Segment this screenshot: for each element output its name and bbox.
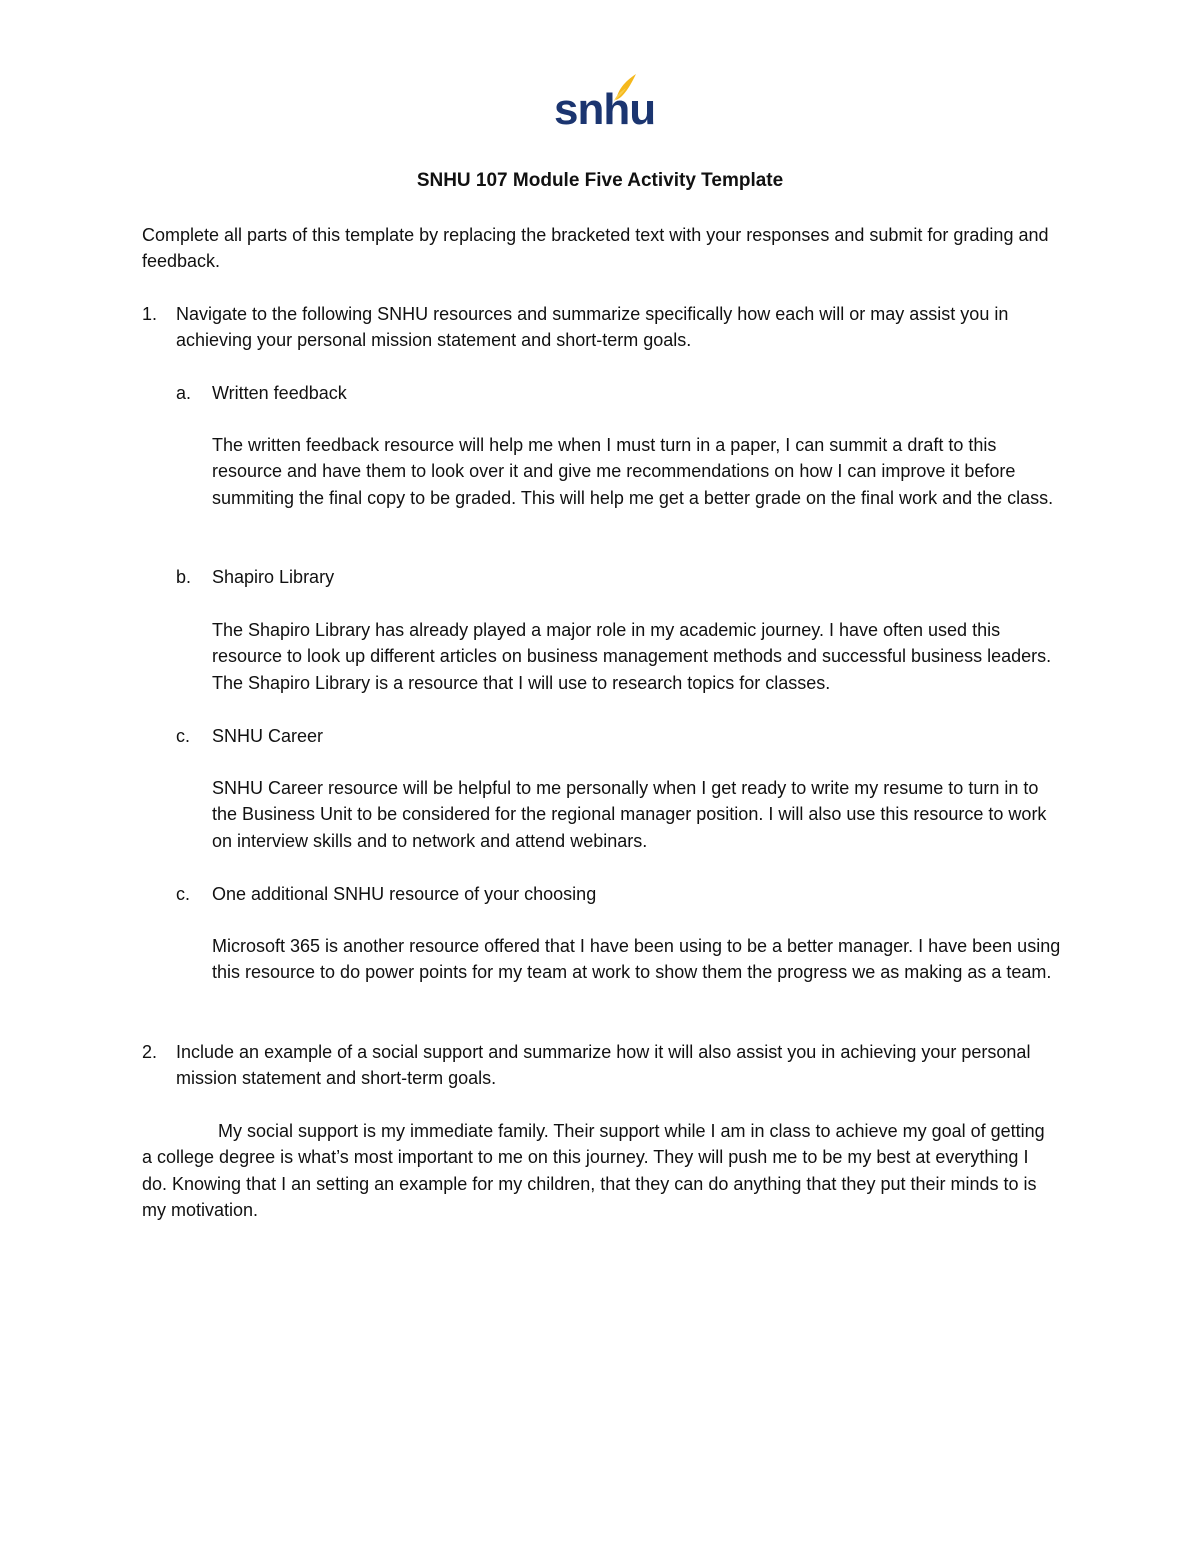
q2-number: 2. xyxy=(142,1042,158,1062)
item-letter: a. xyxy=(176,383,192,403)
item-label-snhu-career: SNHU Career xyxy=(212,726,324,746)
response-written-feedback: The written feedback resource will help me when I must turn in a paper, I can summit a draft to this resource and have them to look over it and give me recommendations on how I can improve it before summiting the final copy to be graded. This will help me get a better grade on the final work and the class. xyxy=(212,435,1054,508)
item-letter: c. xyxy=(176,726,191,746)
item-letter: c. xyxy=(176,884,191,904)
snhu-logo xyxy=(554,72,656,134)
item-label-additional-resource: One additional SNHU resource of your choosing xyxy=(212,884,597,904)
item-label-written-feedback: Written feedback xyxy=(212,383,347,403)
response-snhu-career: SNHU Career resource will be helpful to me personally when I get ready to write my resume to turn in to the Business Unit to be considered for the regional manager position. I will also use this resource to work on interview skills and to network and attend webinars. xyxy=(212,778,1047,851)
instructions: Complete all parts of this template by replacing the bracketed text with your responses and submit for grading and feedback. xyxy=(142,225,1049,272)
q1-number: 1. xyxy=(142,304,158,324)
response-shapiro-library: The Shapiro Library has already played a major role in my academic journey. I have often used this resource to look up different articles on business management methods and successful business leaders. The Shapiro Library is a resource that I will use to research topics for classes. xyxy=(212,620,1052,693)
q2-text: Include an example of a social support and summarize how it will also assist you in achieving your personal mission statement and short-term goals. xyxy=(176,1042,1031,1089)
page-title: SNHU 107 Module Five Activity Template xyxy=(416,170,784,191)
item-letter: b. xyxy=(176,567,192,587)
item-label-shapiro-library: Shapiro Library xyxy=(212,567,335,587)
q2-response: My social support is my immediate family. Their support while I am in class to achieve my goal of getting a college degree is what’s most important to me on this journey. They will push me to be my best at everything I do. Knowing that I an setting an example for my children, that they can do anything that they put their minds to is my motivation. xyxy=(142,1121,1045,1221)
logo-wordmark: snhu xyxy=(554,85,656,134)
response-additional-resource: Microsoft 365 is another resource offered that I have been using to be a better manager. I have been using this resource to do power points for my team at work to show them the progress we as making as a team. xyxy=(212,936,1061,983)
q1-text: Navigate to the following SNHU resources and summarize specifically how each will or may assist you in achieving your personal mission statement and short-term goals. xyxy=(176,304,1009,351)
